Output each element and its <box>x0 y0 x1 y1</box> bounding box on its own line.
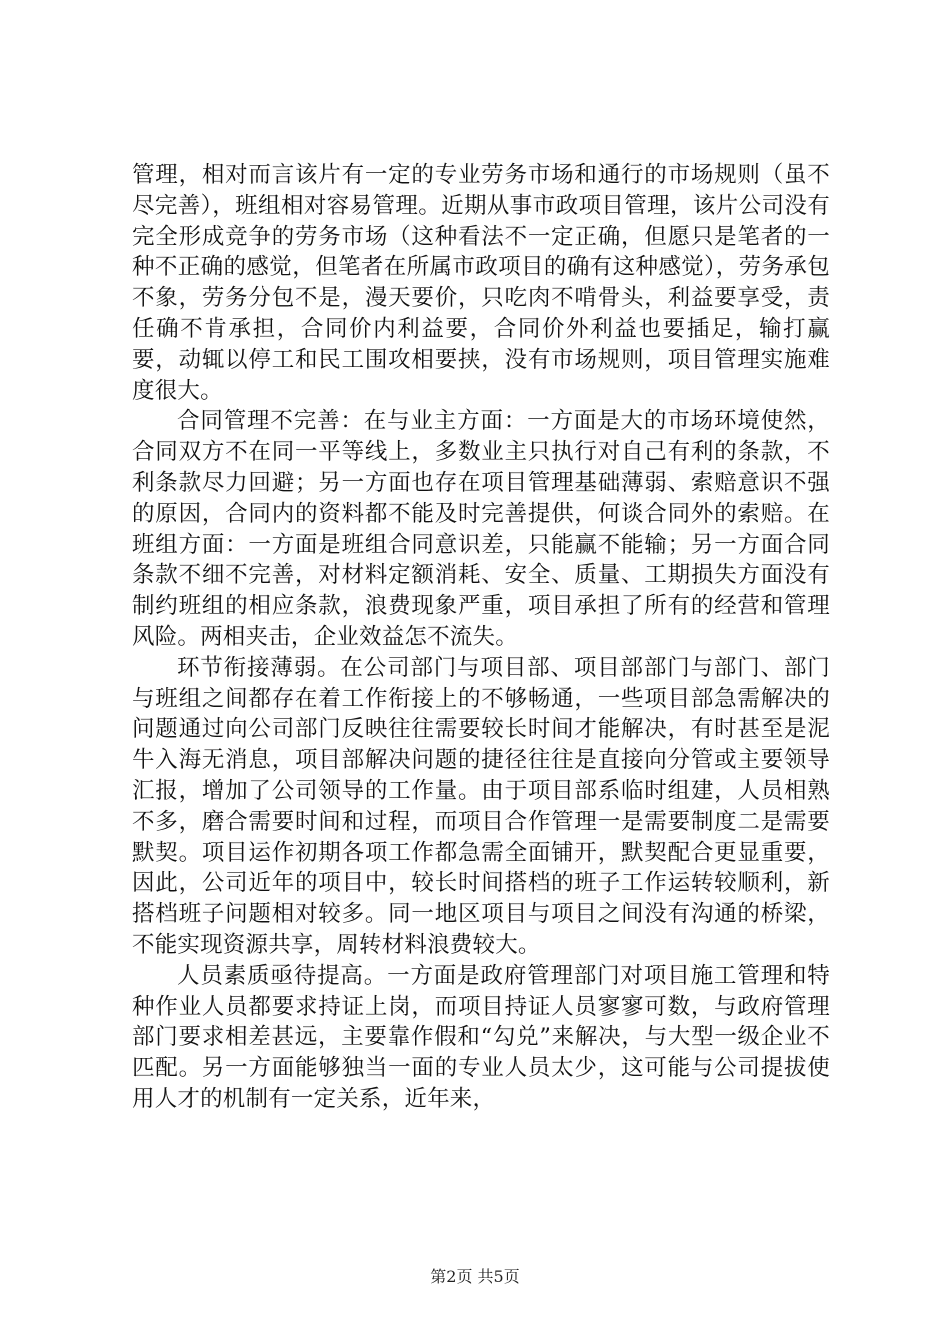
paragraph-labor-market: 管理，相对而言该片有一定的专业劳务市场和通行的市场规则（虽不尽完善），班组相对容易管理。近期从事市政项目管理，该片公司没有完全形成竞争的劳务市场（这种看法不一定正确，但愿只是笔者的一种不正确的感觉，但笔者在所属市政项目的确有这种感觉），劳务承包不象，劳务分包不是，漫天要价，只吃肉不啃骨头，利益要享受，责任确不肯承担，合同价内利益要，合同价外利益也要插足，输打赢要，动辄以停工和民工围攻相要挟，没有市场规则，项目管理实施难度很大。 <box>132 162 830 404</box>
paragraph-staff-quality: 人员素质亟待提高。一方面是政府管理部门对项目施工管理和特种作业人员都要求持证上岗，而项目持证人员寥寥可数，与政府管理部门要求相差甚远，主要靠作假和“勾兑”来解决，与大型一级企业不匹配。另一方面能够独当一面的专业人员太少，这可能与公司提拔使用人才的机制有一定关系，近年来， <box>132 962 830 1112</box>
paragraph-contract-management: 合同管理不完善：在与业主方面：一方面是大的市场环境使然，合同双方不在同一平等线上，多数业主只执行对自己有利的条款，不利条款尽力回避；另一方面也存在项目管理基础薄弱、索赔意识不强的原因，合同内的资料都不能及时完善提供，何谈合同外的索赔。在班组方面：一方面是班组合同意识差，只能赢不能输；另一方面合同条款不细不完善，对材料定额消耗、安全、质量、工期损失方面没有制约班组的相应条款，浪费现象严重，项目承担了所有的经营和管理风险。两相夹击，企业效益怎不流失。 <box>132 408 830 650</box>
paragraph-process-connection: 环节衔接薄弱。在公司部门与项目部、项目部部门与部门、部门与班组之间都存在着工作衔接上的不够畅通，一些项目部急需解决的问题通过向公司部门反映往往需要较长时间才能解决，有时甚至是泥牛入海无消息，项目部解决问题的捷径往往是直接向分管或主要领导汇报，增加了公司领导的工作量。由于项目部系临时组建，人员相熟不多，磨合需要时间和过程，而项目合作管理一是需要制度二是需要默契。项目运作初期各项工作都急需全面铺开，默契配合更显重要，因此，公司近年的项目中，较长时间搭档的班子工作运转较顺利，新搭档班子问题相对较多。同一地区项目与项目之间没有沟通的桥梁，不能实现资源共享，周转材料浪费较大。 <box>132 654 830 958</box>
document-body <box>132 160 830 1115</box>
page-number-footer: 第2页 共5页 <box>430 1267 520 1286</box>
